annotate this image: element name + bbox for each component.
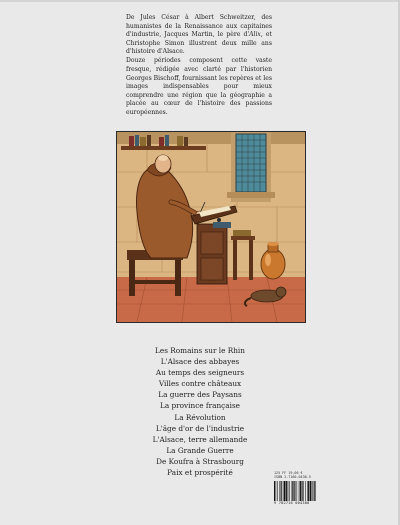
barcode-bar [305, 481, 306, 501]
chapter-item: L'Alsace, terre allemande [152, 434, 248, 444]
book-shelf [121, 146, 206, 150]
chapter-item: Au temps des seigneurs [155, 368, 245, 378]
chapter-item: La Grande Guerre [166, 445, 234, 455]
barcode-bar [300, 481, 301, 501]
chapter-item: L'Alsace des abbayes [160, 357, 240, 367]
barcode-bar [307, 481, 308, 501]
barcode-bar [308, 481, 309, 501]
barcode-bar [286, 481, 287, 501]
barcode-bar [299, 481, 300, 501]
cover-edge-top [0, 0, 400, 2]
chapter-item: La province française [159, 401, 241, 411]
chapter-item: De Koufra à Strasbourg [156, 456, 244, 466]
chapter-item: L'âge d'or de l'industrie [155, 423, 245, 433]
barcode-bar [302, 481, 303, 501]
leaded-window [227, 132, 275, 202]
barcode-bar [297, 481, 298, 501]
barcode-bar [283, 481, 284, 501]
barcode-bar [277, 481, 278, 501]
barcode-bar [312, 481, 313, 501]
back-cover-blurb [126, 14, 272, 118]
barcode-bar [284, 481, 286, 501]
monk-scriptorium-illustration [116, 131, 306, 323]
barcode-bar [303, 481, 304, 501]
barcode-block [274, 471, 344, 509]
chapter-list [120, 345, 280, 478]
barcode-digits: 9 782716 004386 [274, 500, 310, 505]
chapter-item: La Révolution [174, 412, 226, 422]
blurb-paragraph-2: Douze périodes composent cette vaste fresque, rédigée avec clarté par l'historien Georges Bischoff, fournissant les repères et les images indispensables pour mieux comprendre une région que la géographie a placée au cœur de l'histoire des passions européennes. [126, 57, 272, 117]
barcode-bar [310, 481, 312, 501]
barcode-bar [315, 481, 316, 501]
barcode-bar [281, 481, 282, 501]
illustration-drawing [117, 132, 305, 322]
barcode-bar [276, 481, 277, 501]
barcode-bar [288, 481, 289, 501]
chapter-item: Les Romains sur le Rhin [155, 346, 245, 355]
chapter-item: La guerre des Paysans [158, 390, 242, 400]
barcode-bar [294, 481, 295, 501]
barcode-meta [274, 471, 344, 480]
barcode-bar [292, 481, 293, 501]
barcode-bar [280, 481, 281, 501]
barcode-bar [289, 481, 290, 501]
alix-title: Alix [249, 31, 261, 39]
barcode-bars [274, 481, 332, 501]
chapter-item: Villes contre châteaux [158, 379, 242, 389]
barcode-bar [293, 481, 294, 501]
chapter-item: Paix et prospérité [167, 468, 233, 478]
barcode-bar [314, 481, 315, 501]
blurb-paragraph-1: De Jules César à Albert Schweitzer, des humanistes de la Renaissance aux capitaines d'industrie, Jacques Martin, le père d'Alix, et Christophe Simon illustrent deux mille ans d'histoire d'Alsace. [126, 14, 272, 56]
barcode-bar [274, 481, 275, 501]
isbn-label: ISBN 2-7160-0438-5 [274, 475, 311, 480]
price-label: 125 FF 19,06 € [274, 471, 303, 475]
